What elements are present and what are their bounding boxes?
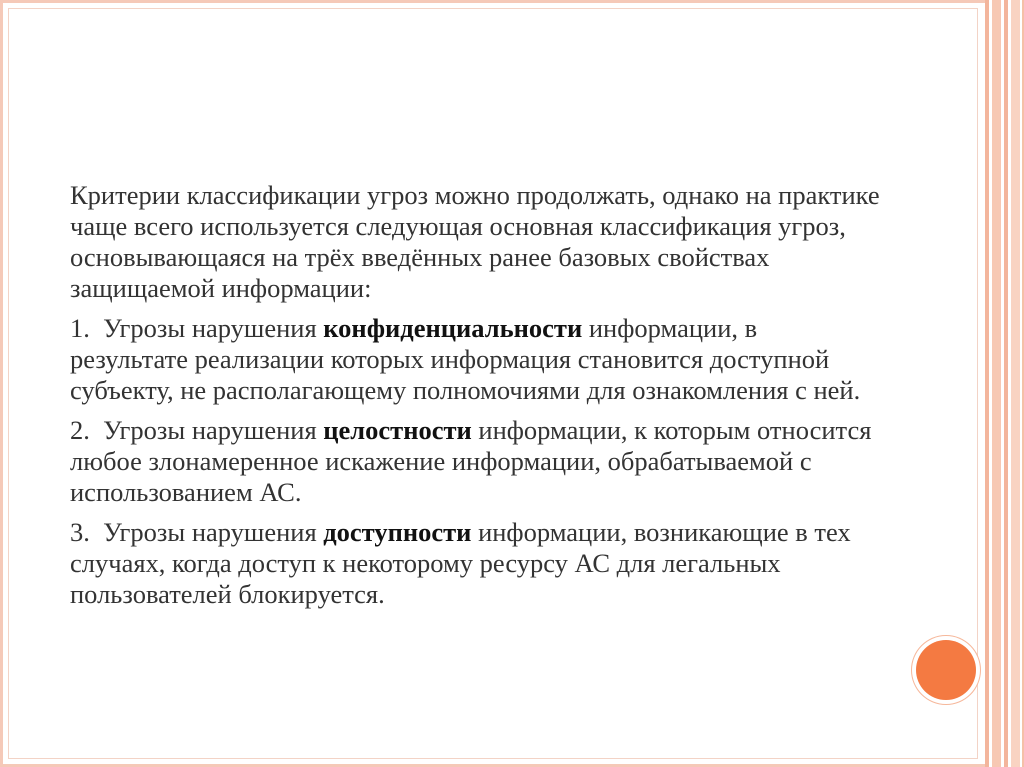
item-text: информации, возникающие в тех случаях, когда доступ к некоторому ресурсу АС для легальных пользователей блокируется. [70,517,851,609]
item-number: 1. [70,313,90,343]
slide-border-top [0,0,985,3]
stripe [1004,0,1008,767]
item-prefix: Угрозы нарушения [103,313,324,343]
item-keyword: доступности [323,517,472,547]
decorative-stripes [985,0,1024,767]
intro-paragraph: Критерии классификации угроз можно продолжать, однако на практике чаще всего используется следующая основная классификация угроз, основывающаяся на трёх введённых ранее базовых свойствах защищаемой информации: [70,180,880,303]
item-keyword: конфиденциальности [323,313,583,343]
item-text: информации, к которым относится любое злонамеренное искажение информации, обрабатываемой с использованием АС. [70,415,872,507]
stripe [985,0,989,767]
list-item [70,313,880,406]
item-prefix: Угрозы нарушения [103,517,324,547]
stripe [1011,0,1020,767]
stripe [992,0,1001,767]
slide-border-left [0,0,3,767]
item-keyword: целостности [323,415,472,445]
list-item [70,415,880,508]
item-number: 2. [70,415,90,445]
decorative-circle [916,640,976,700]
list-item [70,517,880,610]
item-number: 3. [70,517,90,547]
item-prefix: Угрозы нарушения [103,415,324,445]
slide-body [70,180,880,610]
item-text: информации, в результате реализации которых информация становится доступной субъекту, не располагающему полномочиями для ознакомления с ней. [70,313,861,405]
